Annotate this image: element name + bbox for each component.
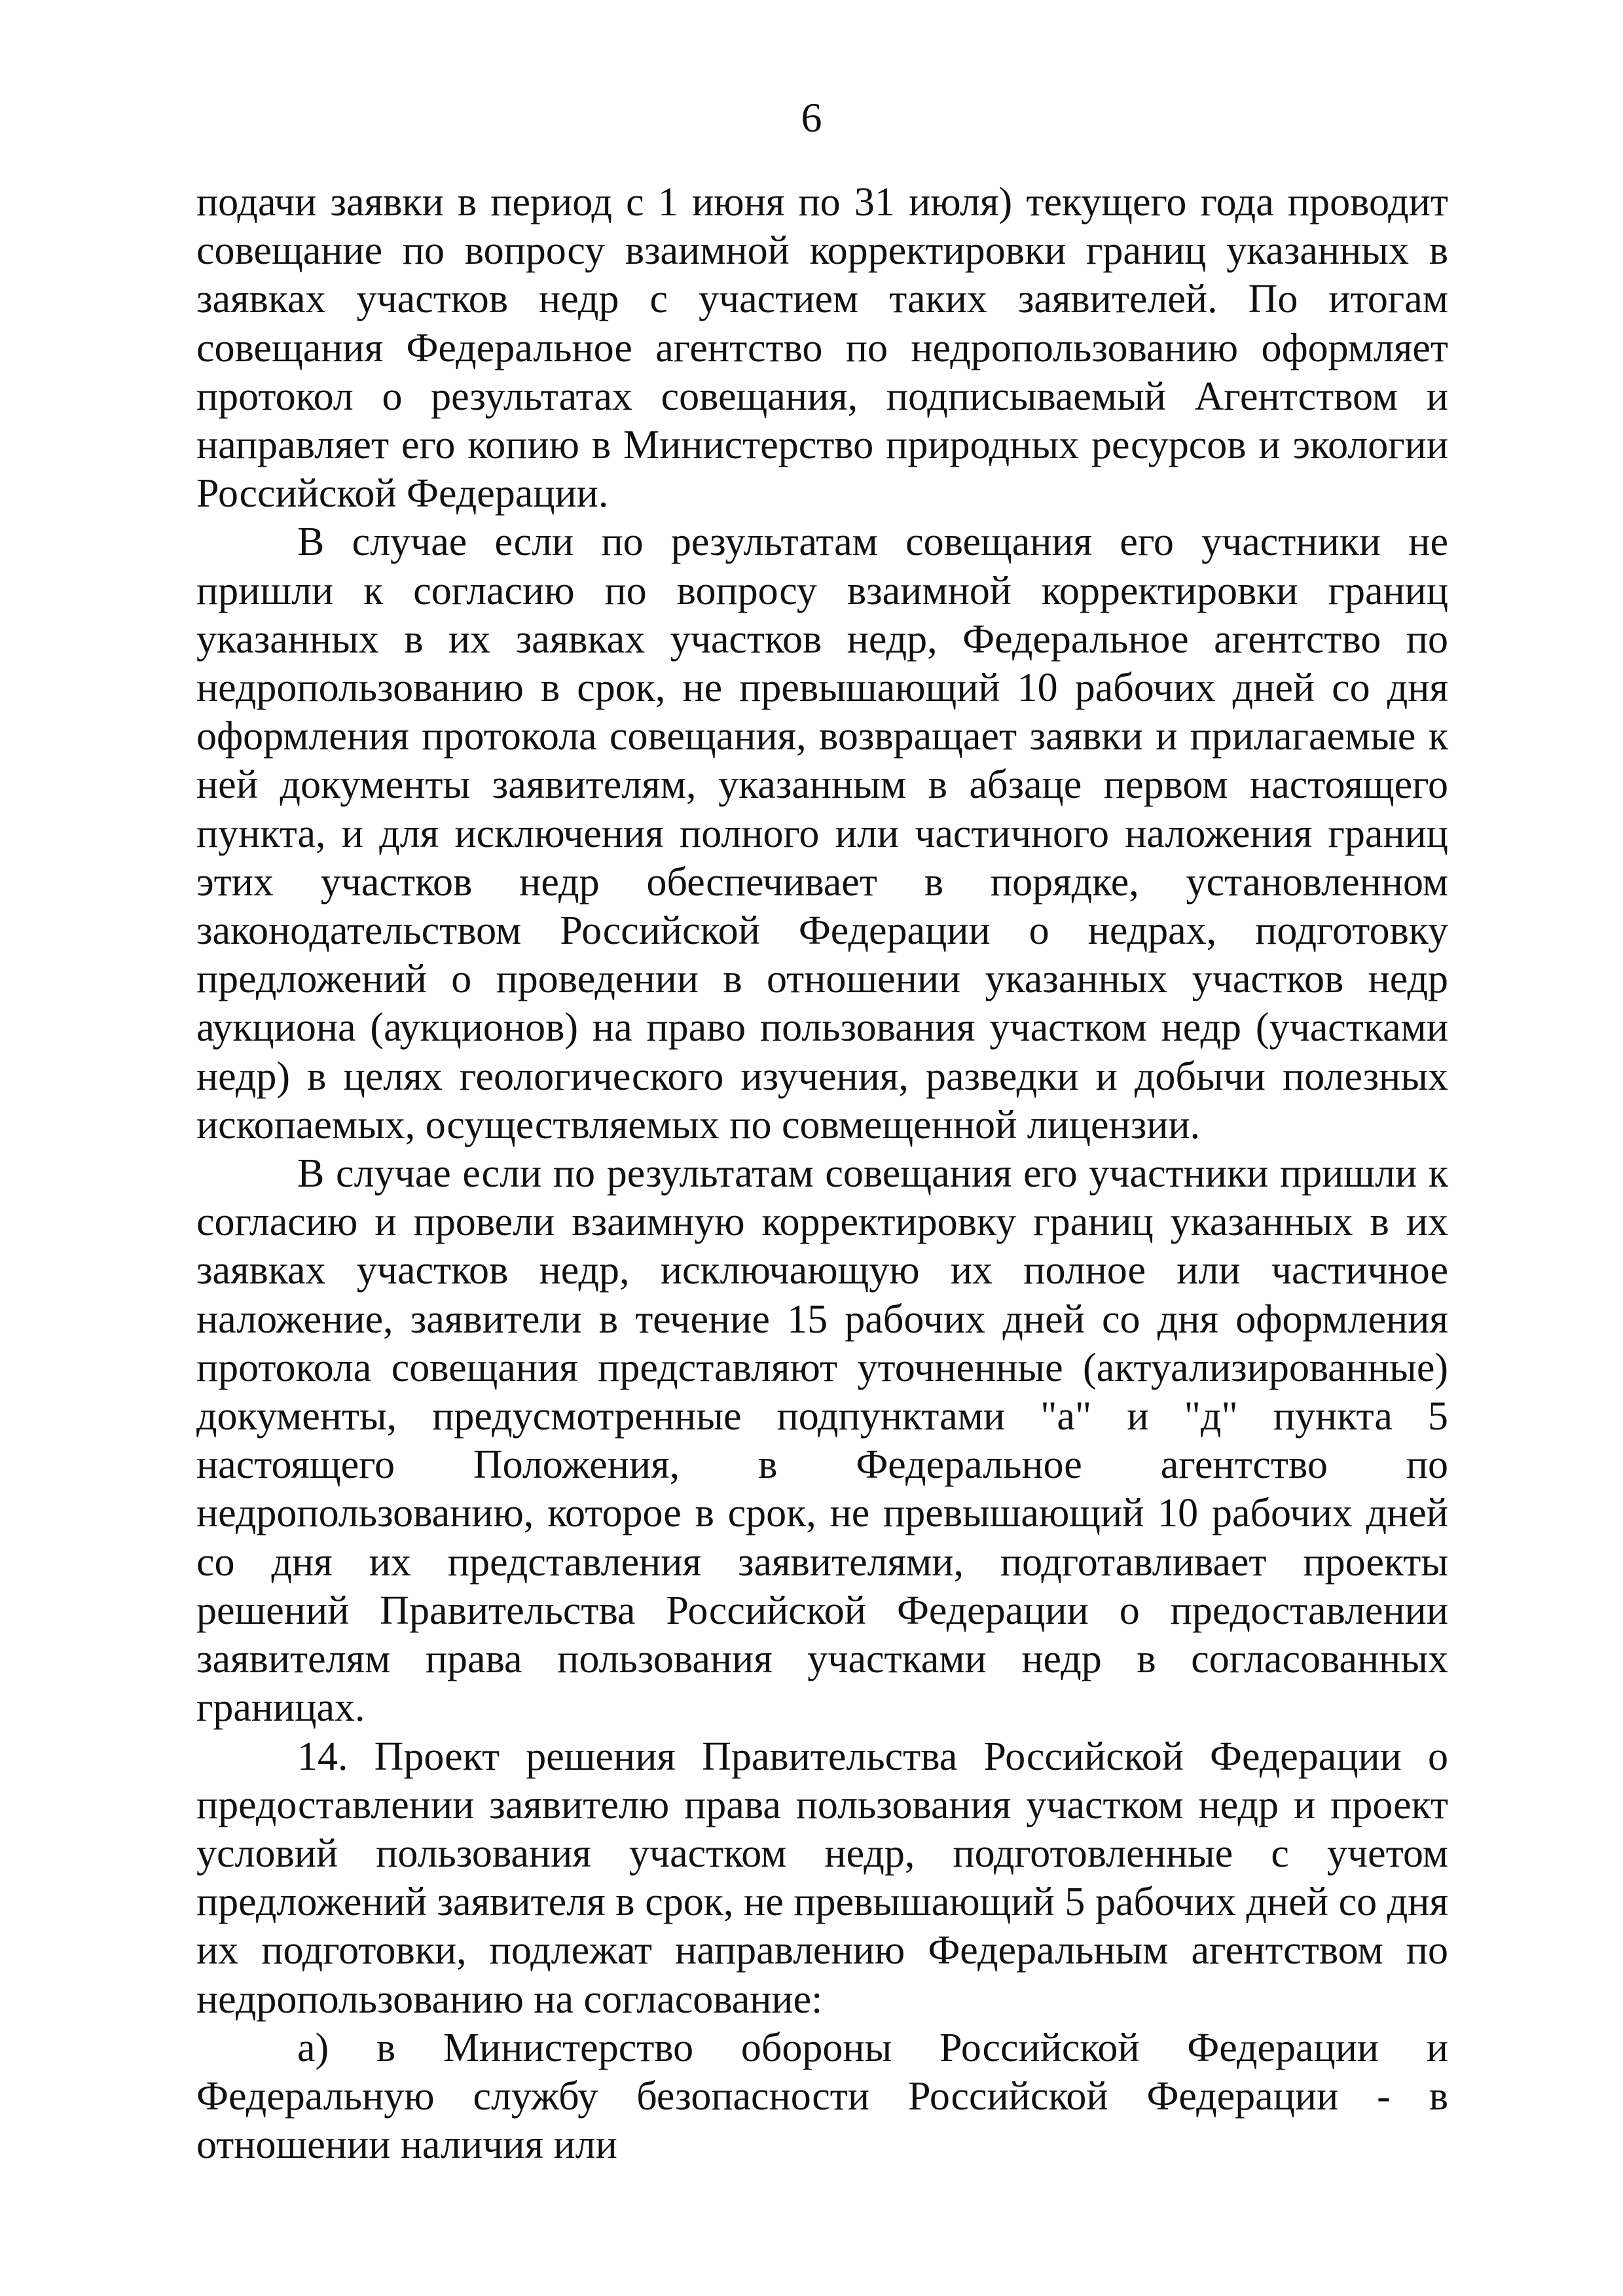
- document-body: [196, 178, 1448, 2169]
- paragraph-item-14: 14. Проект решения Правительства Российской Федерации о предоставлении заявителю права пользования участком недр и проект условий пользования участком недр, подготовленные с учетом предложений заявителя в срок, не превышающий 5 рабочих дней со дня их подготовки, подлежат направлению Федеральным агентством по недропользованию на согласование:: [196, 1734, 1448, 2022]
- paragraph-agreement-reached: В случае если по результатам совещания его участники пришли к согласию и провели взаимную корректировку границ указанных в их заявках участков недр, исключающую их полное или частичное наложение, заявители в течение 15 рабочих дней со дня оформления протокола совещания представляют уточненные (актуализированные) документы, предусмотренные подпунктами "а" и "д" пункта 5 настоящего Положения, в Федеральное агентство по недропользованию, которое в срок, не превышающий 10 рабочих дней со дня их представления заявителями, подготавливает проекты решений Правительства Российской Федерации о предоставлении заявителям права пользования участками недр в согласованных границах.: [196, 1151, 1448, 1731]
- paragraph-no-agreement: В случае если по результатам совещания его участники не пришли к согласию по вопросу взаимной корректировки границ указанных в их заявках участков недр, Федеральное агентство по недропользованию в срок, не превышающий 10 рабочих дней со дня оформления протокола совещания, возвращает заявки и прилагаемые к ней документы заявителям, указанным в абзаце первом настоящего пункта, и для исключения полного или частичного наложения границ этих участков недр обеспечивает в порядке, установленном законодательством Российской Федерации о недрах, подготовку предложений о проведении в отношении указанных участков недр аукциона (аукционов) на право пользования участком недр (участками недр) в целях геологического изучения, разведки и добычи полезных ископаемых, осуществляемых по совмещенной лицензии.: [196, 520, 1448, 1147]
- paragraph-continuation: подачи заявки в период с 1 июня по 31 июля) текущего года проводит совещание по вопросу взаимной корректировки границ указанных в заявках участков недр с участием таких заявителей. По итогам совещания Федеральное агентство по недропользованию оформляет протокол о результатах совещания, подписываемый Агентством и направляет его копию в Министерство природных ресурсов и экологии Российской Федерации.: [196, 180, 1448, 516]
- page-number: 6: [801, 94, 822, 141]
- paragraph-subitem-a: а) в Министерство обороны Российской Федерации и Федеральную службу безопасности Российской Федерации - в отношении наличия или: [196, 2025, 1448, 2168]
